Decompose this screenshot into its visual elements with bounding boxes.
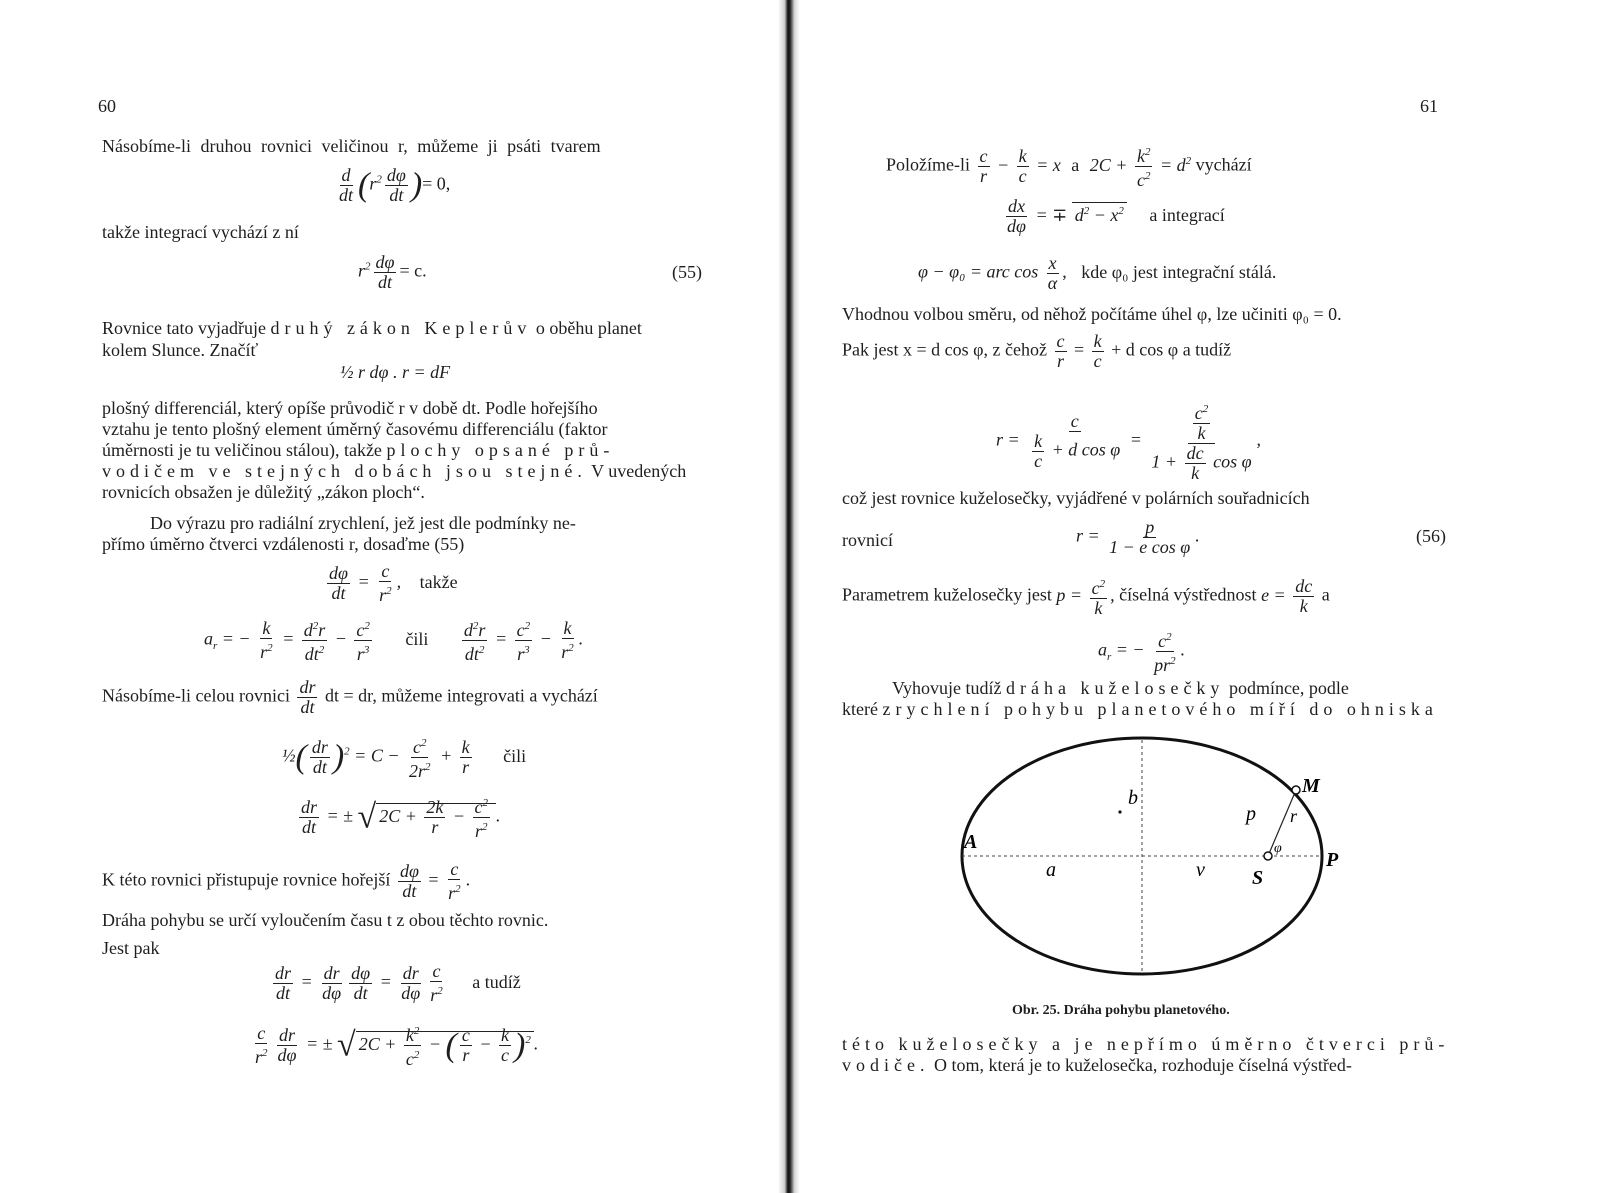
label-p: p	[1246, 803, 1256, 825]
paragraph: Pak jest x = d cos φ, z čehož $\frac{c}{r}$ = $\frac{k}{c}$ + d cos φ a tudíž	[842, 331, 1232, 371]
label-M: M	[1302, 775, 1320, 797]
label-P: P	[1326, 849, 1339, 871]
paragraph: Dráha pohybu se určí vyloučením času t z obou těchto rovnic.	[102, 910, 549, 930]
equation: $\frac{c}{r^2}$ $\frac{dr}{d\varphi}$ = ± √ 2C + $\frac{k^2}{c^2}$ − ( $\frac{c}{r}$ − $\frac{k}{c}$ )$^2$ .	[255, 1023, 539, 1069]
text-run: φ − φ₀ = arc cos	[918, 261, 1039, 282]
equation: $\frac{dx}{d\varphi}$ = ∓ $d^2 - x^2$ a integrací	[1007, 196, 1225, 236]
planet-point	[1292, 786, 1300, 794]
paragraph	[102, 461, 686, 482]
paragraph	[842, 699, 1438, 720]
paragraph: plošný differenciál, který opíše průvodič r v době dt. Podle hořejšího	[102, 398, 598, 418]
text-run: Vyhovuje tudíž	[892, 678, 1002, 698]
label-S: S	[1252, 867, 1264, 889]
paragraph: rovnicí	[842, 530, 893, 550]
right-page	[800, 0, 1612, 1193]
text-run: K této rovnici přistupuje rovnice hořejší	[102, 869, 391, 890]
text-run: dt = dr, můžeme integrovati a vychází	[324, 685, 598, 706]
spaced-text: této kuželosečky a je nepřímo úměrno čtverci prů-	[842, 1034, 1450, 1054]
equation-number: (56)	[1416, 526, 1446, 546]
equation: $a_r$ = − $\frac{k}{r^2}$ = $\frac{d^2r}{dt^2}$ − $\frac{c^2}{r^3}$ čili $\frac{d^2r}{dt^2}$ = $\frac{c^2}{r^3}$ − $\frac{k}{r^2}$ .	[204, 618, 584, 664]
spaced-text: vodičem ve stejných dobách jsou stejné.	[102, 461, 587, 481]
spaced-text: druhý zákon Keplerův	[270, 318, 532, 338]
equation: φ − φ₀ = arc cos $\frac{x}{\alpha}$ , kde φ₀ jest integrační stálá.	[918, 253, 1277, 293]
equation: $\frac{dr}{dt}$ = ± √ 2C + $\frac{2k}{r}$ − $\frac{c^2}{r^2}$ .	[296, 794, 501, 841]
text-run: O tom, která je to kuželosečka, rozhoduje číselná výstřed-	[933, 1055, 1352, 1075]
spaced-text: dráha kuželosečky	[1006, 678, 1225, 698]
spaced-text: vodiče.	[842, 1055, 930, 1075]
left-page	[0, 0, 780, 1193]
text-run: které	[842, 699, 878, 719]
label-A: A	[964, 831, 978, 853]
equation-number: (55)	[672, 262, 702, 282]
text-run: kde φ₀ jest integrační stálá.	[1081, 261, 1277, 282]
label-phi: φ	[1274, 841, 1282, 856]
text-run: Položíme-li	[886, 154, 970, 175]
paragraph: Jest pak	[102, 938, 160, 958]
word: čili	[503, 745, 527, 766]
text-run: Pak jest x = d cos φ, z čehož	[842, 339, 1047, 360]
paragraph: Do výrazu pro radiální zrychlení, jež jest dle podmínky ne-	[150, 513, 576, 533]
spaced-text: zrychlení pohybu planetového míří do ohniska	[882, 699, 1438, 719]
page-number: 61	[1420, 96, 1438, 116]
equation: $\frac{d\varphi}{dt}$ = $\frac{c}{r^2}$ , takže	[329, 561, 458, 605]
text-run: a	[1321, 584, 1330, 605]
paragraph	[102, 440, 614, 461]
paragraph	[102, 318, 642, 339]
label-r: r	[1290, 806, 1298, 826]
equation: $\frac{d}{dt}$ ($r^2$ $\frac{d\varphi}{dt}$ )= 0,	[339, 165, 451, 205]
spaced-text: plochy opsané prů-	[386, 440, 615, 460]
text-run: podmínce, podle	[1228, 678, 1349, 698]
paragraph: Vhodnou volbou směru, od něhož počítáme úhel φ, lze učiniti φ₀ = 0.	[842, 304, 1342, 324]
word: takže	[419, 571, 458, 592]
paragraph: kolem Slunce. Značíť	[102, 340, 259, 360]
paragraph	[842, 1034, 1449, 1055]
paragraph: Parametrem kuželosečky jest p = $\frac{c^2}{k}$ , číselná výstřednost e = $\frac{dc}{k}$ a	[842, 576, 1330, 618]
book-gutter	[778, 0, 800, 1193]
equation: ½( $\frac{dr}{dt}$ )$^2$ = C − $\frac{c^2}{2r^2}$ + $\frac{k}{r}$ čili	[282, 734, 526, 781]
text-run: vychází	[1195, 154, 1252, 175]
orbit-figure	[950, 728, 1350, 988]
text-run: o oběhu planet	[535, 318, 642, 338]
equation: r = c $\frac{k}{c}$ + d cos φ = $\frac{c^2}{k}$ 1 + $\frac{dc}{k}$ cos φ ,	[996, 400, 1261, 483]
focus-point	[1264, 852, 1272, 860]
paragraph: přímo úměrno čtverci vzdálenosti r, dosaďme (55)	[102, 534, 465, 554]
text-run: + d cos φ a tudíž	[1111, 339, 1232, 360]
paragraph	[842, 1055, 1352, 1076]
paragraph: takže integrací vychází z ní	[102, 222, 299, 242]
label-v: v	[1196, 859, 1205, 881]
text-run: číselná výstřednost	[1119, 584, 1257, 605]
paragraph: Násobíme-li celou rovnici $\frac{dr}{dt}$ dt = dr, můžeme integrovati a vychází	[102, 677, 598, 717]
paragraph: Položíme-li $\frac{c}{r}$ − $\frac{k}{c}$ = x a 2C + $\frac{k^2}{c^2}$ = $d^2$ vychází	[886, 143, 1252, 190]
paragraph: rovnicích obsažen je důležitý „zákon ploch“.	[102, 482, 425, 502]
equation-tail: = 0,	[422, 173, 451, 194]
text-run: Parametrem kuželosečky jest	[842, 584, 1052, 605]
text-run: a integrací	[1149, 204, 1225, 225]
label-b: b	[1128, 787, 1138, 809]
text-run: úměrnosti je tu veličinou stálou), takže	[102, 440, 382, 460]
paragraph: Násobíme-li druhou rovnici veličinou r, můžeme ji psáti tvarem	[102, 136, 601, 156]
equation-56: r = $\frac{p}{\text{1 − e cos φ}}$ .	[1076, 517, 1200, 557]
equation: $\frac{dr}{dt}$ = $\frac{dr}{d\varphi}$ $\frac{d\varphi}{dt}$ = $\frac{dr}{d\varphi}$ $\frac{c}{r^2}$ a tudíž	[275, 961, 521, 1005]
text-run: V uvedených	[591, 461, 687, 481]
word: čili	[405, 628, 429, 649]
label-a: a	[1046, 859, 1056, 881]
text-run: Násobíme-li celou rovnici	[102, 685, 290, 706]
word: a tudíž	[472, 971, 521, 992]
paragraph: vztahu je tento plošný element úměrný časovému differenciálu (faktor	[102, 419, 608, 439]
paragraph: což jest rovnice kuželosečky, vyjádřené v polárních souřadnicích	[842, 488, 1310, 508]
paragraph	[892, 678, 1349, 699]
equation: ½ r dφ . r = dF	[340, 362, 451, 382]
figure-caption: Obr. 25. Dráha pohybu planetového.	[1012, 1003, 1230, 1018]
text-run: Rovnice tato vyjadřuje	[102, 318, 266, 338]
center-dot	[1118, 810, 1121, 813]
page-number: 60	[98, 96, 116, 116]
paragraph: K této rovnici přistupuje rovnice hořejší $\frac{d\varphi}{dt}$ = $\frac{c}{r^2}$ .	[102, 859, 471, 903]
equation-55: $r^2$ $\frac{d\varphi}{dt}$ = c.	[358, 252, 427, 292]
equation: $a_r$ = − $\frac{c^2}{pr^2}$ .	[1098, 628, 1185, 675]
equation-tail: = c.	[399, 260, 427, 281]
